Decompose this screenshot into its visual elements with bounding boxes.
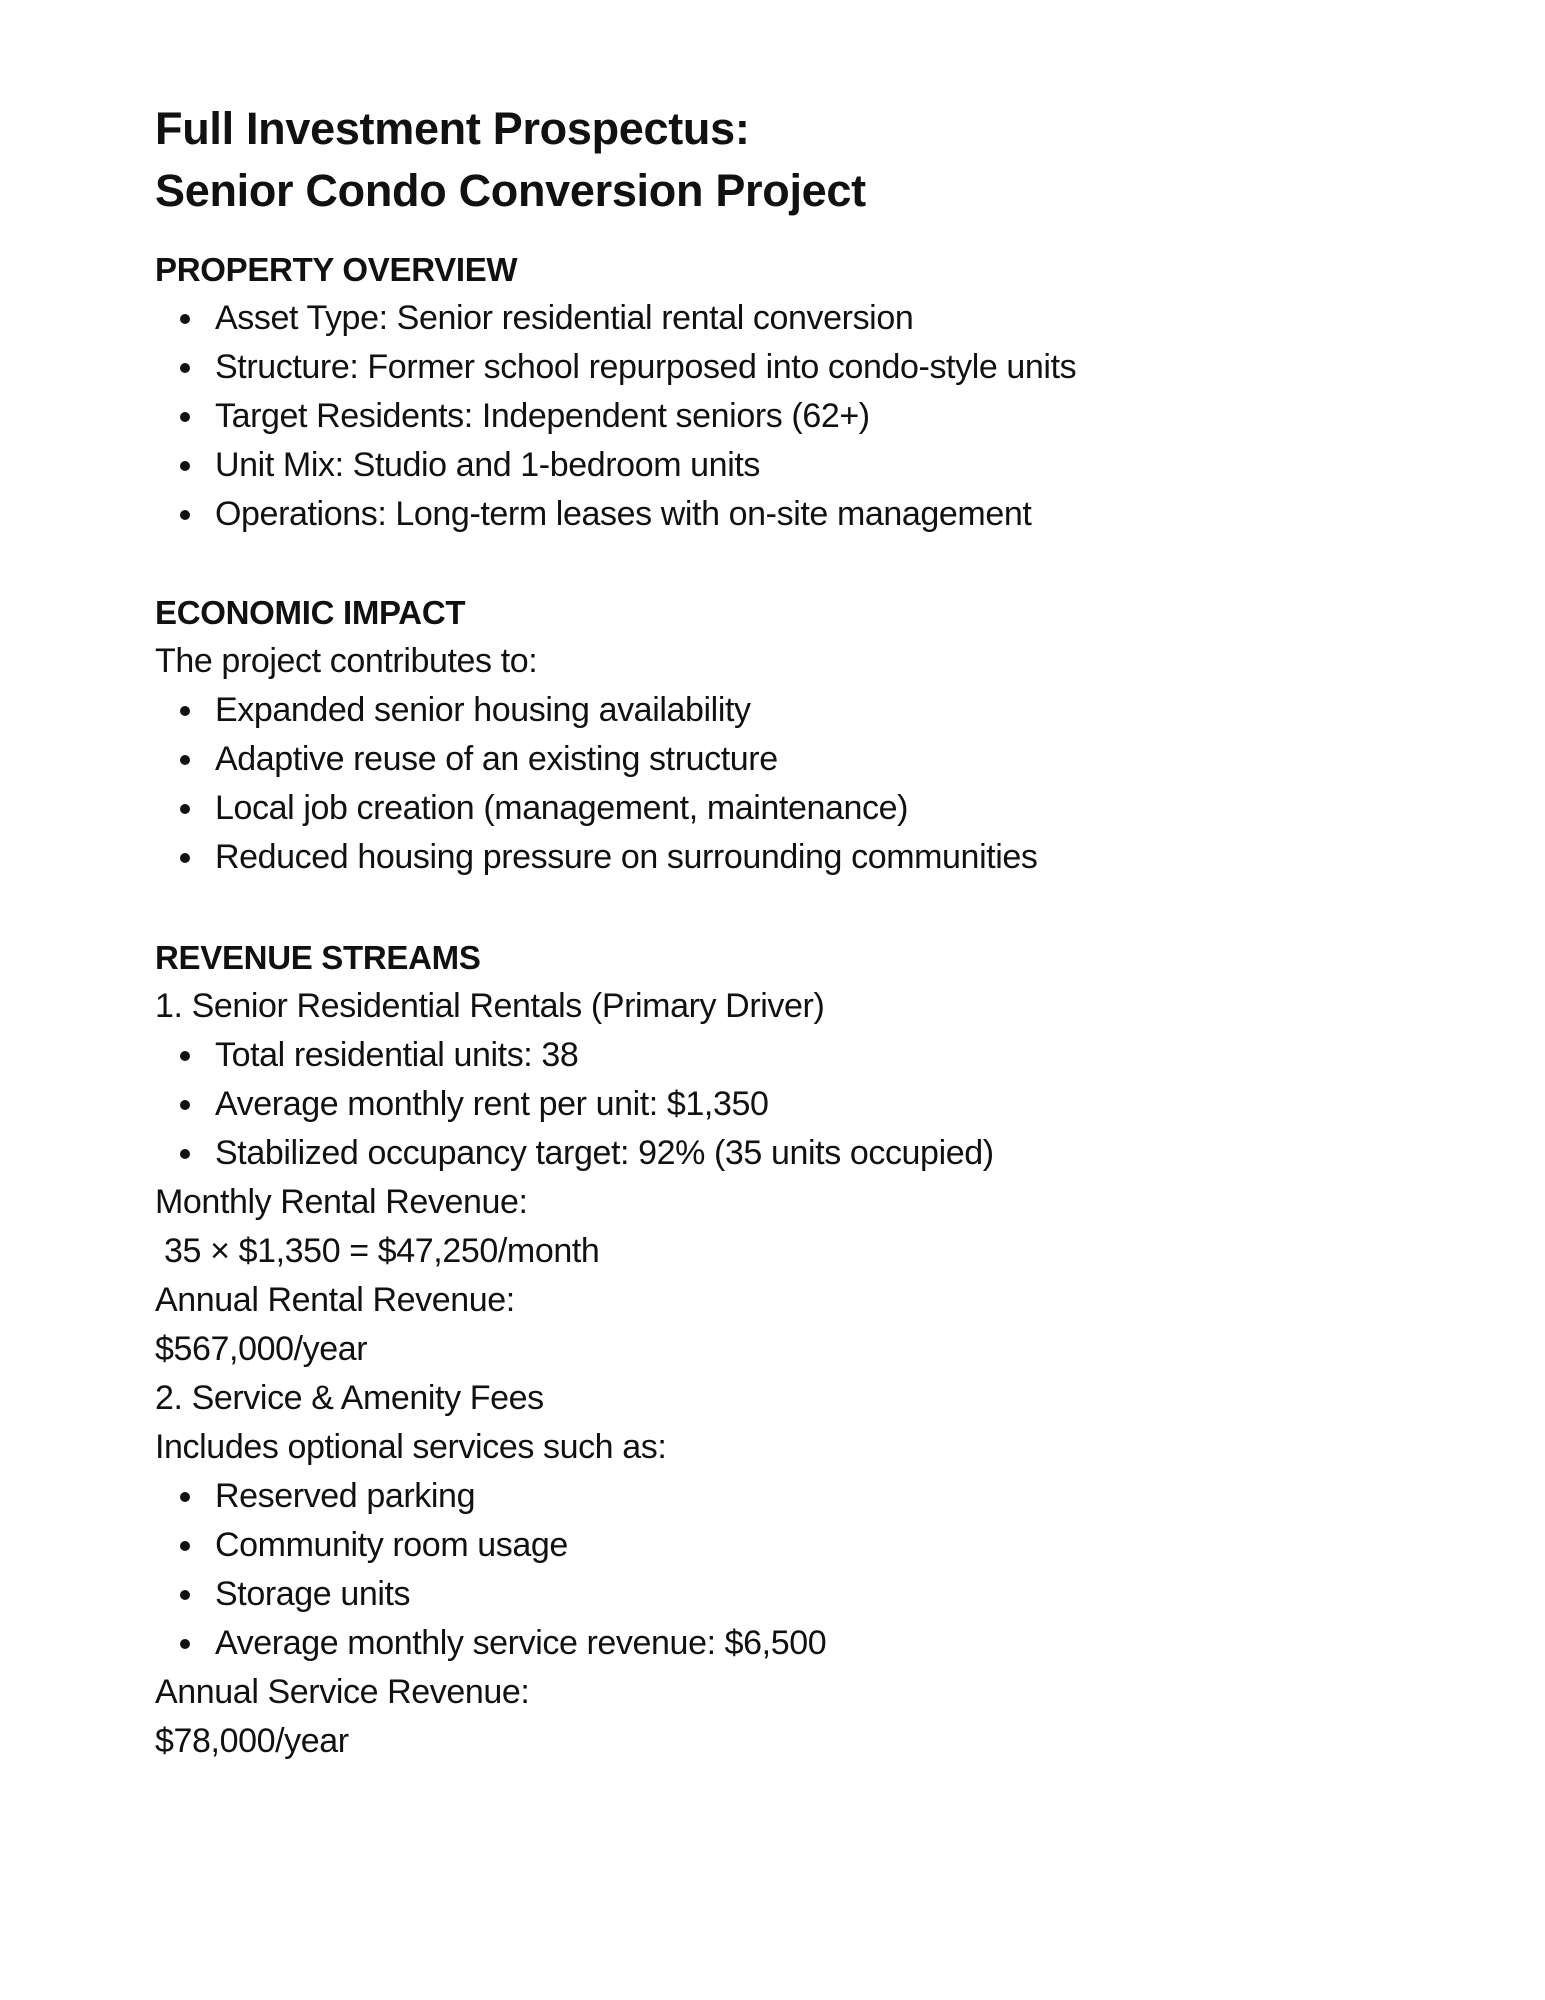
bullet-icon bbox=[180, 314, 190, 324]
bullet-icon bbox=[180, 1100, 190, 1110]
annual-service-revenue-label: Annual Service Revenue: bbox=[155, 1673, 530, 1711]
document-title-line-1: Full Investment Prospectus: bbox=[155, 103, 750, 154]
revenue-stream-2-intro: Includes optional services such as: bbox=[155, 1428, 667, 1466]
bullet-icon bbox=[180, 1541, 190, 1551]
revenue-stream-2-label: 2. Service & Amenity Fees bbox=[155, 1379, 544, 1417]
section-heading-economic-impact: ECONOMIC IMPACT bbox=[155, 594, 466, 631]
bullet-icon bbox=[180, 412, 190, 422]
bullet-icon bbox=[180, 706, 190, 716]
annual-service-revenue-value: $78,000/year bbox=[155, 1722, 349, 1760]
annual-rental-revenue-label: Annual Rental Revenue: bbox=[155, 1281, 515, 1319]
annual-rental-revenue-value: $567,000/year bbox=[155, 1330, 368, 1368]
bullet-icon bbox=[180, 1639, 190, 1649]
monthly-rental-revenue-value: 35 × $1,350 = $47,250/month bbox=[155, 1232, 600, 1270]
document-title-line-2: Senior Condo Conversion Project bbox=[155, 165, 866, 216]
bullet-icon bbox=[180, 1149, 190, 1159]
revenue-stream-1-label: 1. Senior Residential Rentals (Primary Driver) bbox=[155, 987, 825, 1025]
bullet-icon bbox=[180, 1051, 190, 1061]
monthly-rental-revenue-label: Monthly Rental Revenue: bbox=[155, 1183, 528, 1221]
bullet-icon bbox=[180, 510, 190, 520]
bullet-icon bbox=[180, 461, 190, 471]
bullet-icon bbox=[180, 1590, 190, 1600]
economic-impact-intro: The project contributes to: bbox=[155, 642, 538, 680]
section-heading-revenue-streams: REVENUE STREAMS bbox=[155, 939, 481, 976]
bullet-icon bbox=[180, 804, 190, 814]
bullet-icon bbox=[180, 1492, 190, 1502]
bullet-icon bbox=[180, 363, 190, 373]
section-heading-property-overview: PROPERTY OVERVIEW bbox=[155, 251, 518, 288]
bullet-icon bbox=[180, 853, 190, 863]
bullet-icon bbox=[180, 755, 190, 765]
